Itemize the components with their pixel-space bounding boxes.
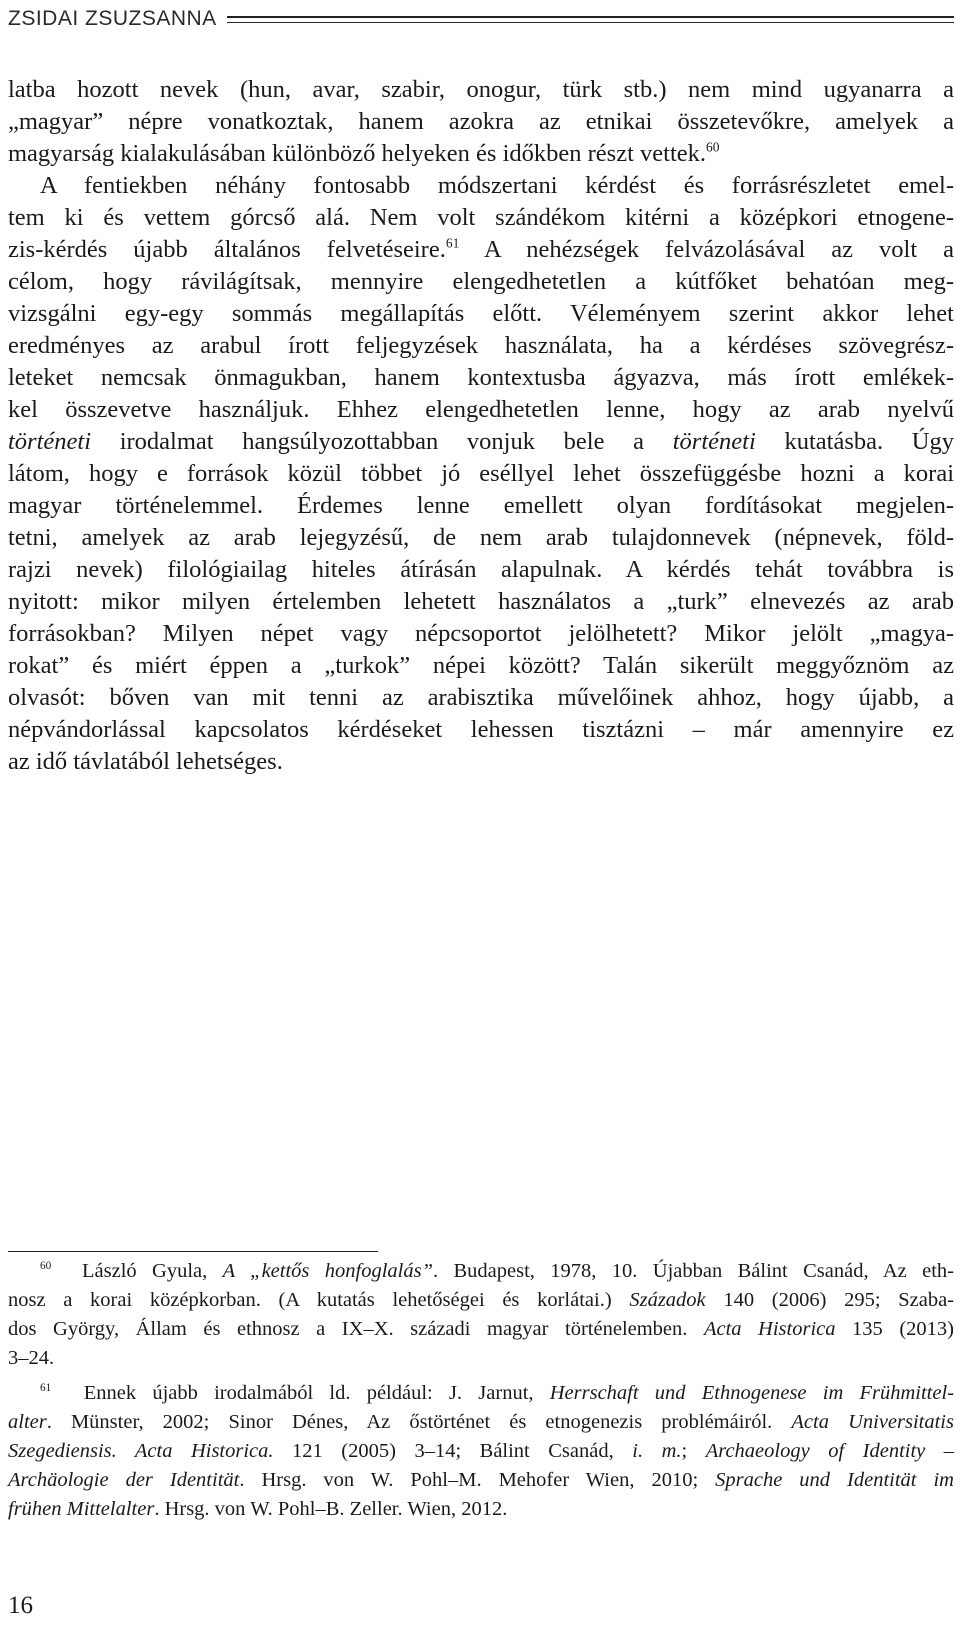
footnote-ref-61[interactable]: 61 (445, 235, 460, 251)
running-head (8, 4, 954, 34)
body-line: rokat” és miért éppen a „turkok” népei között? Talán sikerült meggyőznöm az (8, 652, 954, 679)
paragraph-start: A fentiekben néhány fontosabb módszertani kérdést és forrásrészletet emel- (40, 172, 954, 199)
footnote-title: frühen Mittelalter (8, 1498, 155, 1520)
body-line (8, 234, 954, 266)
body-line: leteket nemcsak önmagukban, hanem kontextusba ágyazva, más írott emlékek- (8, 364, 954, 391)
footnote-title: Századok (629, 1289, 706, 1311)
body-text (8, 74, 954, 778)
body-line: tem ki és vettem górcső alá. Nem volt szándékom kitérni a középkori etnogene- (8, 204, 954, 231)
footnote-text: dos György, Állam és ethnosz a IX–X. századi magyar történelemben. (8, 1318, 704, 1340)
footnote-title: Sprache und Identität im (715, 1469, 954, 1491)
footnote-text: . Hrsg. von W. Pohl–M. Mehofer Wien, 2010; (239, 1469, 716, 1491)
footnote-line: 3–24. (8, 1347, 55, 1369)
footnote-title: A „kettős honfoglalás” (222, 1260, 433, 1282)
body-line-text: irodalmat hangsúlyozottabban vonjuk bele a (91, 428, 673, 455)
footnote-number: 60 (40, 1260, 52, 1273)
footnote-line (8, 1495, 954, 1524)
body-line: „magyar” népre vonatkoztak, hanem azokra az etnikai összetevőkre, amelyek a (8, 108, 954, 135)
footnote-text: László Gyula, (82, 1260, 223, 1282)
footnote-61 (8, 1379, 954, 1408)
footnote-text: nosz a korai középkorban. (A kutatás lehetőségei és korlátai.) (8, 1289, 630, 1311)
footnote-line (8, 1466, 954, 1495)
body-line: célom, hogy rávilágítsak, mennyire elengedhetetlen a kútfőket behatóan meg- (8, 268, 954, 295)
footnote-number: 61 (40, 1382, 52, 1395)
body-line: kel összevetve használjuk. Ehhez elengedhetetlen lenne, hogy az arab nyelvű (8, 396, 954, 423)
body-line: népvándorlással kapcsolatos kérdéseket lehessen tisztázni – már amennyire ez (8, 716, 954, 743)
body-line: olvasót: bőven van mit tenni az arabisztika művelőinek ahhoz, hogy újabb, a (8, 684, 954, 711)
footnote-title: Acta Historica (703, 1318, 836, 1340)
footnote-title: Archäologie der Identität (8, 1469, 240, 1491)
footnote-title: Acta Universitatis (791, 1411, 954, 1433)
body-line: eredményes az arabul írott feljegyzések használata, ha a kérdéses szövegrész- (8, 332, 954, 359)
italic-term: történeti (672, 428, 756, 455)
body-line-text: A nehézségek felvázolásával az volt a (459, 236, 954, 263)
footnote-title: Herrschaft und Ethnogenese im Frühmittel- (549, 1382, 954, 1404)
footnote-text: 140 (2006) 295; Szaba- (705, 1289, 955, 1311)
italic-term: történeti (8, 428, 92, 455)
body-line: tetni, amelyek az arab lejegyzésű, de nem arab tulajdonnevek (népnevek, föld- (8, 524, 954, 551)
footnote-text: 135 (2013) (835, 1318, 954, 1340)
footnotes (8, 1257, 954, 1524)
body-line: magyar történelemmel. Érdemes lenne emellett olyan fordításokat megjelen- (8, 492, 954, 519)
footnote-text: Ennek újabb irodalmából ld. például: J. Jarnut, (83, 1382, 550, 1404)
footnote-60 (8, 1257, 954, 1286)
footnote-line (8, 1286, 954, 1315)
footnote-title: alter (8, 1411, 47, 1433)
body-line-text: zis-kérdés újabb általános felvetéseire. (8, 236, 446, 263)
footnote-text: 121 (2005) 3–14; Bálint Csanád, (273, 1440, 633, 1462)
body-line: látom, hogy e források közül többet jó eséllyel lehet összefüggésbe hozni a korai (8, 460, 954, 487)
body-line: latba hozott nevek (hun, avar, szabir, onogur, türk stb.) nem mind ugyanarra a (8, 76, 954, 103)
footnote-title: Szegediensis. Acta Historica. (8, 1440, 274, 1462)
footnote-separator (8, 1251, 378, 1252)
footnote-title: i. m. (632, 1440, 682, 1462)
footnote-line (8, 1437, 954, 1466)
footnote-ref-60[interactable]: 60 (706, 139, 720, 155)
footnote-text: . Münster, 2002; Sinor Dénes, Az őstörténet és etnogenezis problémáiról. (46, 1411, 792, 1433)
footnote-text: . Hrsg. von W. Pohl–B. Zeller. Wien, 2012. (154, 1498, 508, 1520)
body-line-text: magyarság kialakulásában különböző helyeken és időkben részt vettek. (8, 140, 707, 167)
footnote-line (8, 1315, 954, 1344)
body-line: az idő távlatából lehetséges. (8, 748, 283, 775)
body-line (8, 426, 954, 458)
footnote-line (8, 1408, 954, 1437)
page-number: 16 (8, 1592, 33, 1619)
running-head-author: ZSIDAI ZSUZSANNA (8, 7, 217, 30)
body-line: rajzi nevek) filológiailag hiteles átírásán alapulnak. A kérdés tehát továbbra is (8, 556, 954, 583)
body-line: vizsgálni egy-egy sommás megállapítás előtt. Véleményem szerint akkor lehet (8, 300, 954, 327)
body-line: forrásokban? Milyen népet vagy népcsoportot jelölhetett? Mikor jelölt „magya- (8, 620, 954, 647)
body-line (8, 138, 954, 170)
footnote-title: Archaeology of Identity – (705, 1440, 955, 1462)
footnote-text: ; (681, 1440, 706, 1462)
body-line: nyitott: mikor milyen értelemben lehetett használatos a „turk” elnevezés az arab (8, 588, 954, 615)
body-line-text: kutatásba. Úgy (755, 428, 954, 455)
running-head-rule (227, 16, 954, 23)
footnote-text: . Budapest, 1978, 10. Újabban Bálint Csanád, Az eth- (433, 1260, 954, 1282)
